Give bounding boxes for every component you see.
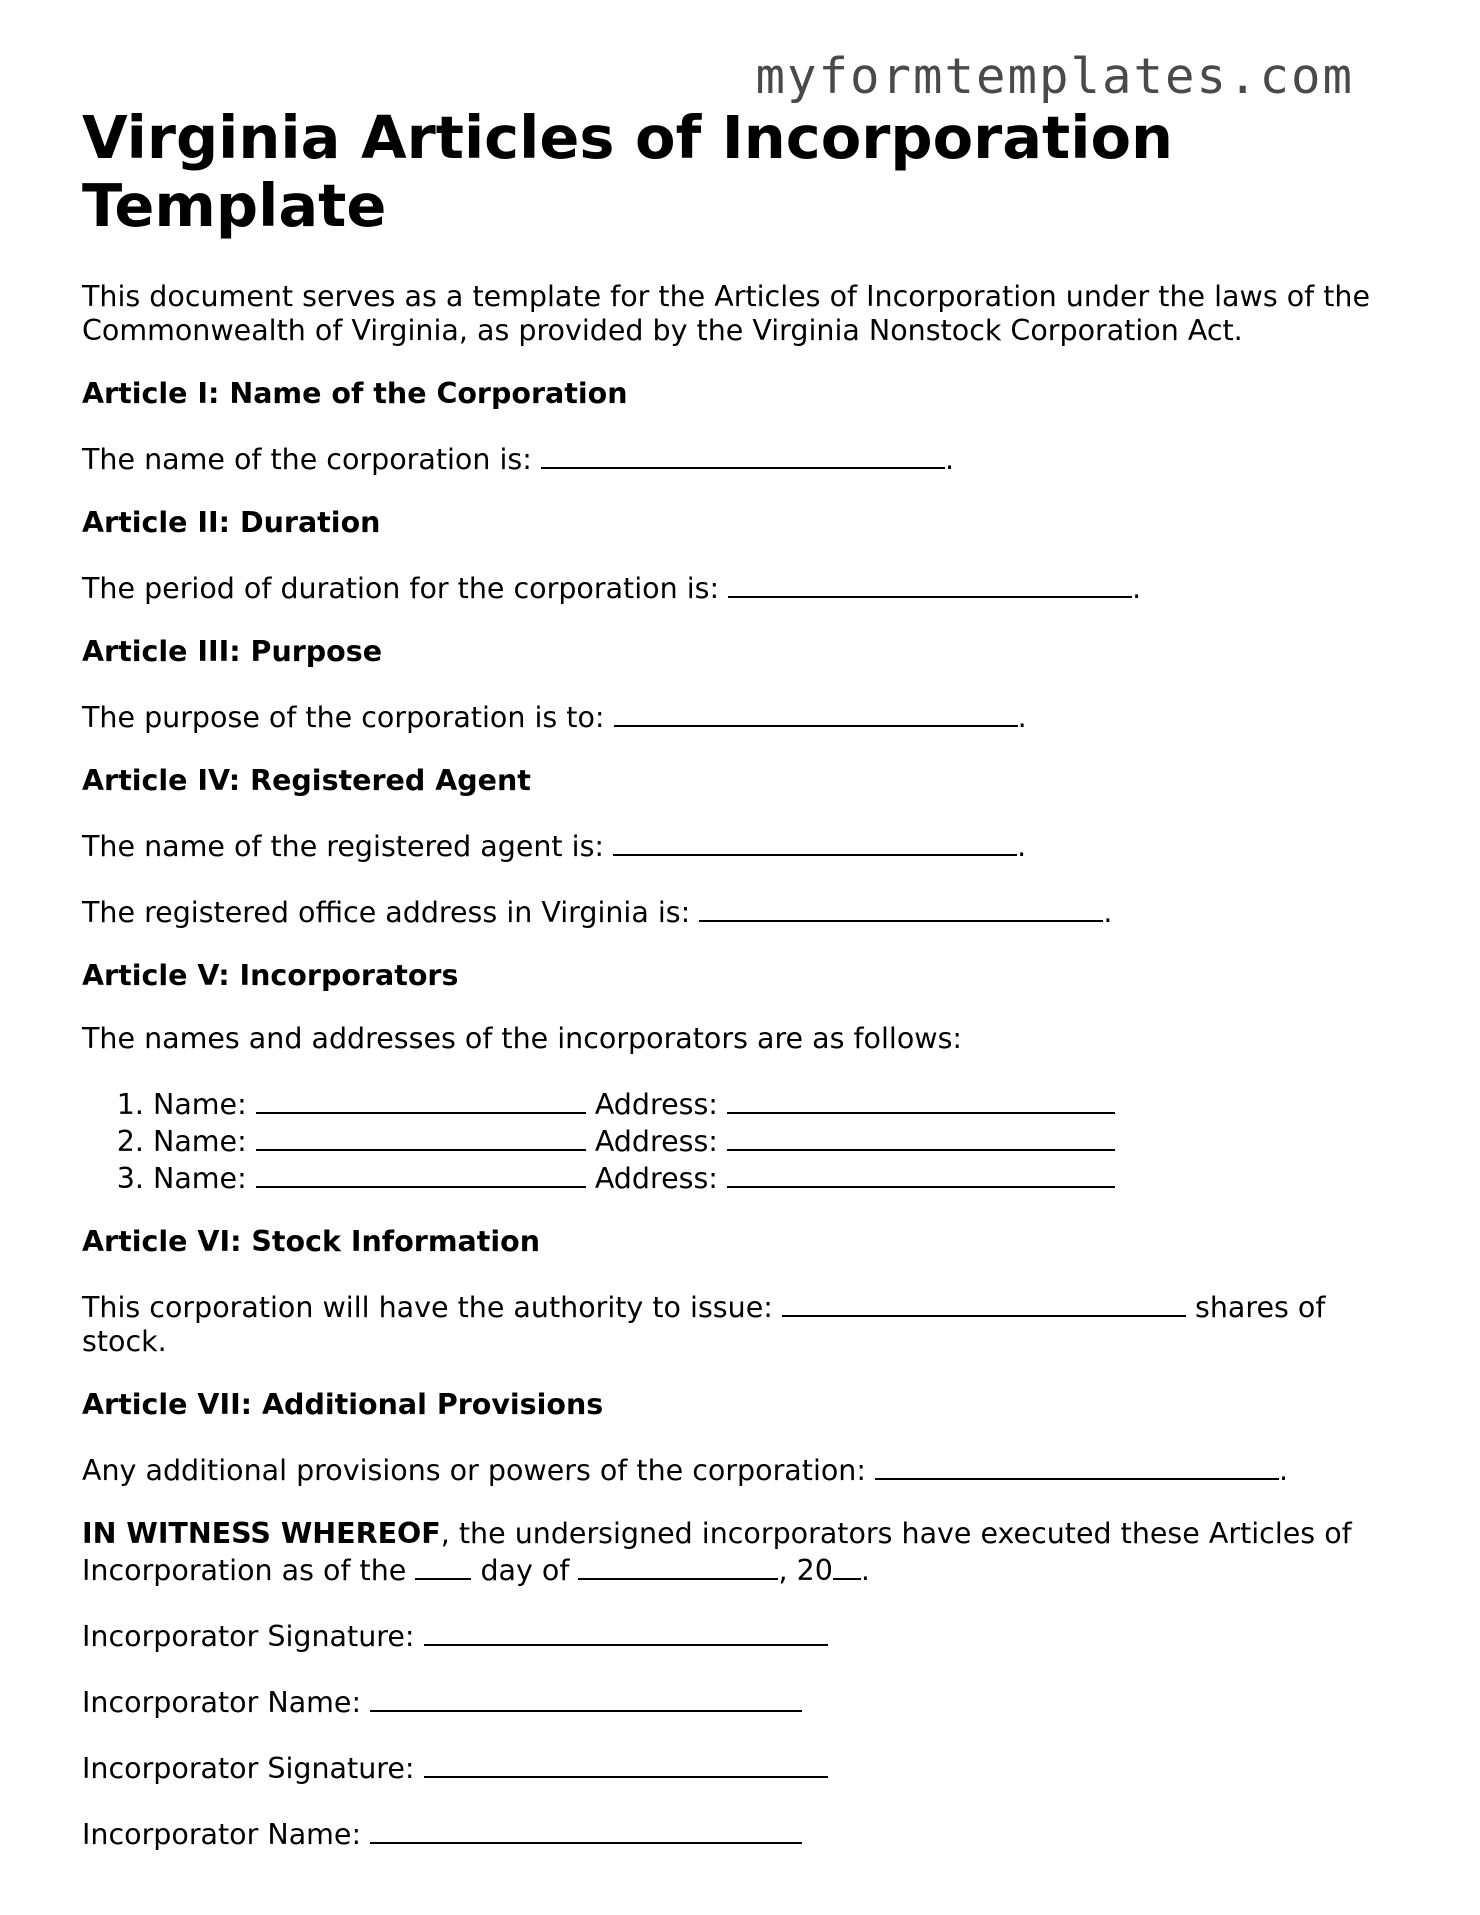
corporation-name-field[interactable] [541,440,945,469]
purpose-field[interactable] [614,698,1018,727]
signature-line-2: Incorporator Signature: [82,1749,1412,1786]
list-item: 3. Name: Address: [153,1159,1412,1196]
article-7-line: Any additional provisions or powers of the corporation: . [82,1451,1412,1488]
incorporator-3-name-field[interactable] [256,1159,586,1188]
incorporator-name-field-2[interactable] [370,1815,802,1844]
incorporator-1-name-field[interactable] [256,1085,586,1114]
article-6-heading: Article VI: Stock Information [82,1225,541,1258]
incorporator-3-address-field[interactable] [727,1159,1115,1188]
article-7-heading: Article VII: Additional Provisions [82,1388,604,1421]
incorporator-1-address-field[interactable] [727,1085,1115,1114]
document-title: Virginia Articles of Incorporation Template [82,103,1173,240]
duration-field[interactable] [728,569,1132,598]
intro-paragraph: This document serves as a template for the Articles of Incorporation under the laws of the Commonwealth of Virginia, as provided by the Virginia Nonstock Corporation Act. [82,280,1371,347]
signature-line-1: Incorporator Signature: [82,1617,1412,1654]
registered-agent-field[interactable] [613,827,1017,856]
incorporators-list [82,1085,1412,1196]
shares-field[interactable] [782,1288,1186,1317]
article-2-heading: Article II: Duration [82,506,381,539]
witness-month-field[interactable] [578,1551,778,1580]
article-3-line: The purpose of the corporation is to: . [82,698,1412,735]
registered-office-field[interactable] [699,893,1103,922]
article-5-heading: Article V: Incorporators [82,959,459,992]
name-line-2: Incorporator Name: [82,1815,1412,1852]
list-item: 2. Name: Address: [153,1122,1412,1159]
document-body [82,280,1412,1881]
article-4-line-1: The name of the registered agent is: . [82,827,1412,864]
article-5-line: The names and addresses of the incorporators are as follows: [82,1022,963,1055]
article-1-line: The name of the corporation is: . [82,440,1412,477]
incorporator-signature-field-1[interactable] [424,1617,828,1646]
article-1-heading: Article I: Name of the Corporation [82,377,628,410]
incorporator-name-field-1[interactable] [370,1683,802,1712]
witness-day-field[interactable] [415,1551,471,1580]
incorporator-2-address-field[interactable] [727,1122,1115,1151]
article-4-line-2: The registered office address in Virginia is: . [82,893,1412,930]
list-item: 1. Name: Address: [153,1085,1412,1122]
article-2-line: The period of duration for the corporation is: . [82,569,1412,606]
article-6-line: This corporation will have the authority to issue: shares of stock. [82,1288,1412,1359]
witness-paragraph: IN WITNESS WHEREOF, the undersigned incorporators have executed these Articles of Incorporation as of the day of , 20 . [82,1517,1352,1587]
name-line-1: Incorporator Name: [82,1683,1412,1720]
article-4-heading: Article IV: Registered Agent [82,764,531,797]
witness-year-field[interactable] [833,1551,861,1580]
additional-provisions-field[interactable] [875,1451,1279,1480]
incorporator-2-name-field[interactable] [256,1122,586,1151]
watermark: myformtemplates.com [755,48,1354,105]
article-3-heading: Article III: Purpose [82,635,383,668]
incorporator-signature-field-2[interactable] [424,1749,828,1778]
